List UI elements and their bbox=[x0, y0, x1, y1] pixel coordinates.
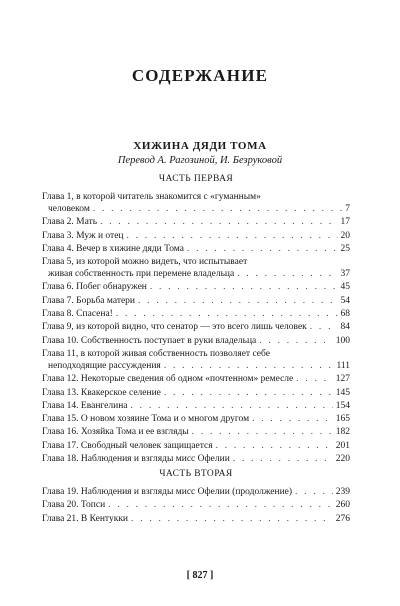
toc-entry bbox=[42, 440, 350, 452]
part-heading: ЧАСТЬ ПЕРВАЯ bbox=[158, 174, 234, 184]
toc-entry-page: 239 bbox=[335, 487, 350, 497]
toc-entry bbox=[42, 400, 350, 412]
toc-entry bbox=[42, 453, 350, 465]
toc-entry-title: Глава 5, из которой можно видеть, что испытывает bbox=[42, 257, 248, 268]
toc-entry-page: 182 bbox=[335, 427, 350, 438]
toc-entry bbox=[42, 321, 350, 333]
toc-entry-title: неподходящие рассуждения bbox=[48, 360, 161, 371]
dot-leader bbox=[164, 387, 333, 399]
toc-entry-title: Глава 9, из которой видно, что сенатор — это всего лишь человек bbox=[42, 322, 307, 333]
toc-part-first bbox=[42, 172, 350, 466]
toc-entry bbox=[42, 387, 350, 399]
toc-entry-title: Глава 4. Вечер в хижине дяди Тома bbox=[42, 243, 184, 254]
toc-entry bbox=[42, 335, 350, 347]
toc-entry bbox=[42, 295, 350, 307]
dot-leader bbox=[150, 281, 338, 293]
dot-leader bbox=[116, 308, 338, 320]
translators-credit: Перевод А. Рагозиной, И. Безруковой bbox=[117, 155, 283, 166]
part-heading: ЧАСТЬ ВТОРАЯ bbox=[159, 469, 233, 479]
toc-entry-page: 68 bbox=[340, 309, 350, 320]
toc-entry-page: 54 bbox=[340, 295, 350, 306]
dot-leader bbox=[233, 453, 333, 465]
dot-leader bbox=[164, 360, 334, 372]
toc-entry-page: 165 bbox=[335, 414, 350, 425]
toc-entry-title: Глава 19. Наблюдения и взгляды мисс Офелии (продолжение) bbox=[42, 487, 293, 497]
toc-entry-title: Глава 6. Побег обнаружен bbox=[42, 282, 147, 293]
toc-entry bbox=[42, 426, 350, 438]
toc-entry bbox=[42, 308, 350, 320]
dot-leader bbox=[237, 268, 337, 280]
dot-leader bbox=[216, 440, 333, 452]
toc-entry-page: 37 bbox=[340, 269, 350, 280]
dot-leader bbox=[131, 400, 333, 412]
toc-entry-page: 7 bbox=[345, 204, 350, 214]
toc-entry-page: 220 bbox=[335, 454, 350, 465]
toc-entry-page: 145 bbox=[335, 387, 350, 398]
toc-entry-title: Глава 1, в которой читатель знакомится с «гуманным» bbox=[42, 192, 261, 202]
dot-leader bbox=[295, 486, 333, 498]
toc-entry-title: Глава 21. В Кентукки bbox=[42, 513, 129, 524]
toc-entry-page: 260 bbox=[335, 500, 350, 511]
toc-entry bbox=[42, 191, 350, 215]
dot-leader bbox=[310, 321, 338, 333]
dot-leader bbox=[259, 335, 332, 347]
toc-entry bbox=[42, 281, 350, 293]
dot-leader bbox=[192, 426, 333, 438]
toc-entry-title: Глава 14. Евангелина bbox=[42, 400, 128, 411]
toc-entry bbox=[42, 373, 350, 385]
dot-leader bbox=[108, 499, 333, 511]
toc-entry-page: 25 bbox=[340, 243, 350, 254]
toc-entry-page: 154 bbox=[335, 400, 350, 411]
toc-entry-page: 111 bbox=[336, 360, 350, 371]
toc-part-second bbox=[42, 467, 350, 526]
toc-entry-title: живая собственность при перемене владельца bbox=[48, 269, 235, 280]
toc-entry-page: 84 bbox=[340, 322, 350, 333]
toc-entry-title: Глава 2. Мать bbox=[42, 217, 98, 228]
page-number: [ 827 ] bbox=[186, 570, 214, 581]
toc-entry-title: Глава 10. Собственность поступает в руки владельца bbox=[42, 335, 257, 346]
dot-leader bbox=[131, 513, 333, 525]
toc-entry-title: Глава 12. Некоторые сведения об одном «почтенном» ремесле bbox=[42, 374, 294, 385]
dot-leader bbox=[138, 295, 337, 307]
toc-entry-page: 17 bbox=[340, 217, 350, 228]
toc-entry-title: Глава 18. Наблюдения и взгляды мисс Офелии bbox=[42, 454, 230, 465]
toc-entry-page: 100 bbox=[335, 335, 350, 346]
toc-entry-title: Глава 8. Спасена! bbox=[42, 309, 113, 320]
toc-entry bbox=[42, 499, 350, 511]
toc-entry-page: 201 bbox=[335, 440, 350, 451]
toc-entry-title: Глава 16. Хозяйка Тома и ее взгляды bbox=[42, 427, 189, 438]
dot-leader bbox=[100, 216, 337, 228]
toc-entry-title: человеком bbox=[48, 204, 90, 214]
toc-entry-page: 20 bbox=[340, 230, 350, 241]
dot-leader bbox=[93, 203, 342, 215]
toc-entry-title: Глава 15. О новом хозяине Тома и о многом другом bbox=[42, 414, 250, 425]
toc-entry-title: Глава 13. Квакерское селение bbox=[42, 387, 161, 398]
toc-entry bbox=[42, 216, 350, 228]
toc-entry-title: Глава 3. Муж и отец bbox=[42, 230, 124, 241]
toc-entry-title: Глава 20. Топси bbox=[42, 500, 106, 511]
toc-entry bbox=[42, 513, 350, 525]
toc-entry bbox=[42, 256, 350, 280]
toc-entry-title: Глава 7. Борьба матери bbox=[42, 295, 136, 306]
dot-leader bbox=[187, 243, 338, 255]
toc-entry bbox=[42, 486, 350, 498]
contents-heading: СОДЕРЖАНИЕ bbox=[131, 66, 269, 85]
toc-entry bbox=[42, 243, 350, 255]
toc-entry bbox=[42, 348, 350, 372]
toc-entry-title: Глава 11, в которой живая собственность позволяет себе bbox=[42, 348, 270, 359]
toc-entry bbox=[42, 413, 350, 425]
book-title: ХИЖИНА ДЯДИ ТОМА bbox=[133, 140, 267, 152]
toc-entry-page: 45 bbox=[340, 282, 350, 293]
toc-entry-title: Глава 17. Свободный человек защищается bbox=[42, 440, 213, 451]
dot-leader bbox=[252, 413, 333, 425]
toc-entry-page: 127 bbox=[335, 374, 350, 385]
dot-leader bbox=[127, 230, 338, 242]
dot-leader bbox=[296, 373, 333, 385]
toc-entry-page: 276 bbox=[335, 513, 350, 524]
toc-entry bbox=[42, 230, 350, 242]
